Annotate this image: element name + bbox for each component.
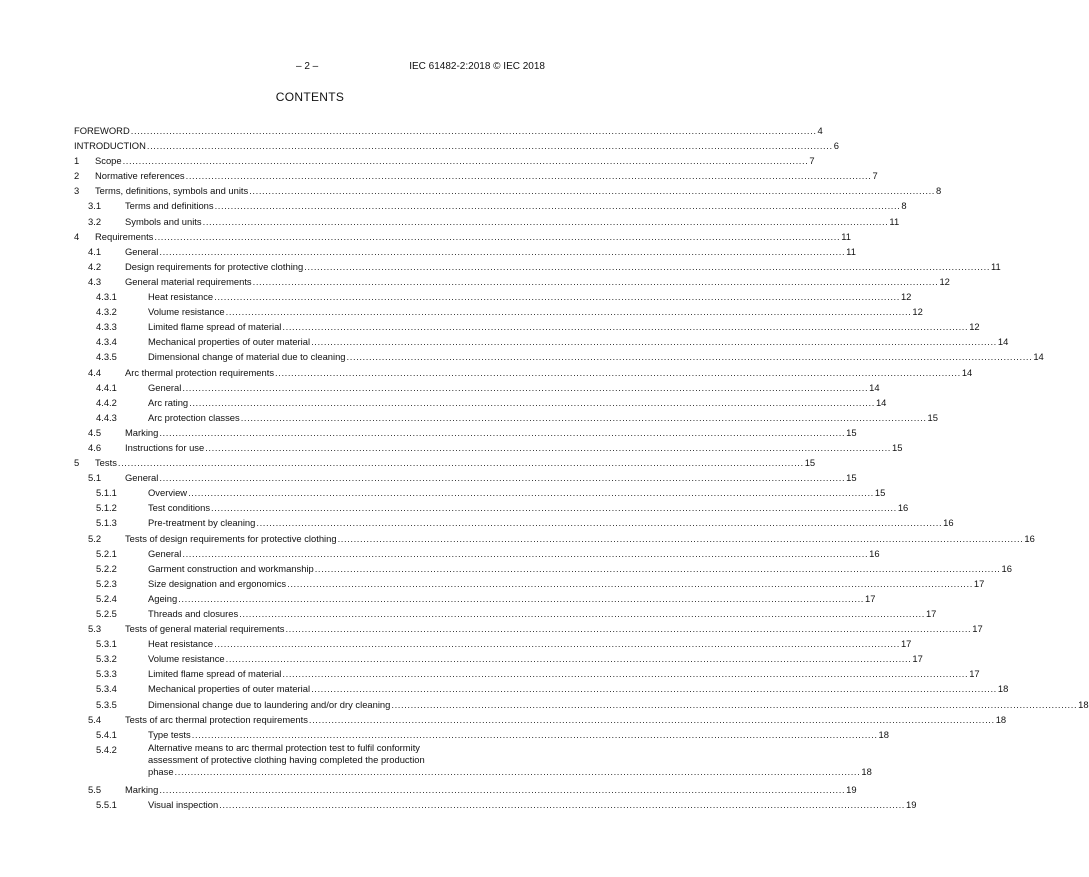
toc-entry-number: 5.2.2 [96,562,117,574]
toc-entry-title: INTRODUCTION [74,140,146,152]
dot-leader [311,681,997,696]
toc-entry-number: 1 [74,155,80,167]
toc-entry[interactable] [74,289,912,304]
toc-entry-number: 4.5 [88,426,102,438]
toc-entry-page: 18 [878,728,889,740]
dot-leader [253,274,939,289]
toc-entry-title: General [148,381,182,393]
toc-entry-page: 18 [995,713,1007,725]
toc-entry-number: 5.2.5 [96,608,117,619]
toc-entry[interactable] [74,782,857,797]
toc-entry-title: Normative references [95,170,185,182]
toc-entry[interactable] [74,123,823,138]
toc-entry[interactable] [74,681,1009,696]
dot-leader [186,168,872,183]
dot-leader [214,289,900,304]
toc-entry-title: FOREWORD [74,125,130,136]
toc-entry-number: 5 [74,457,80,469]
toc-entry[interactable] [74,229,851,244]
toc-entry-page: 17 [969,668,980,680]
toc-entry-page: 12 [912,306,923,318]
toc-entry-number: 4.3.5 [96,351,117,363]
toc-entry-page: 19 [906,798,917,810]
dot-leader [189,395,875,410]
toc-entry-title: Overview [148,487,188,499]
toc-entry-page: 14 [875,396,887,408]
dot-leader [304,259,990,274]
toc-entry-page: 17 [865,592,876,604]
toc-entry[interactable] [74,651,923,666]
dot-leader [118,455,804,470]
toc-entry-title: General [125,245,159,257]
toc-entry-page: 14 [1033,351,1044,363]
toc-entry-page: 12 [969,321,980,333]
toc-entry-number: 4 [74,230,80,242]
toc-entry[interactable] [74,244,856,259]
toc-entry[interactable] [74,797,917,812]
dot-leader [347,349,1033,364]
toc-entry-page: 14 [961,366,973,378]
toc-entry-title: Arc thermal protection requirements [125,366,275,378]
toc-entry-page: 15 [874,487,886,499]
toc-entry-number: 5.4 [88,713,102,725]
toc-entry[interactable] [74,349,1044,364]
toc-entry-title: Garment construction and workmanship [148,562,314,574]
toc-entry-title: Size designation and ergonomics [148,577,287,589]
toc-entry-number: 5.1 [88,472,102,484]
dot-leader [131,123,817,138]
toc-entry-title: Heat resistance [148,291,214,303]
toc-entry-number: 4.3.3 [96,321,117,333]
toc-entry-page: 17 [972,623,983,635]
toc-entry[interactable] [74,440,903,455]
toc-entry[interactable] [74,485,886,500]
toc-entry-number: 4.1 [88,245,102,257]
toc-entry-title: Scope [95,155,122,167]
toc-entry-page: 14 [997,336,1009,348]
toc-entry-number: 5.1.2 [96,502,117,514]
toc-entry-number: 4.6 [88,441,102,453]
toc-entry-number: 4.2 [88,260,102,272]
toc-entry[interactable] [74,470,857,485]
toc-entry-number: 5.3 [88,623,102,635]
toc-entry[interactable] [74,666,980,681]
toc-entry-title: Test conditions [148,502,211,514]
toc-entry-title: General material requirements [125,275,252,287]
toc-entry-page: 18 [861,766,872,778]
toc-entry[interactable] [74,500,909,515]
toc-entry-title: Tests of arc thermal protection requirements [125,713,308,725]
dot-leader [282,319,968,334]
toc-entry-number: 5.1.3 [96,517,117,529]
toc-entry-page: 19 [846,783,857,795]
toc-entry-number: 5.4.1 [96,728,117,740]
toc-entry-number: 4.3.2 [96,306,117,318]
toc-entry-title-line: Alternative means to arc thermal protection test to fulfil conformity [148,741,420,753]
dot-leader [188,485,874,500]
toc-entry-page: 11 [841,230,851,242]
toc-entry-title: Heat resistance [148,638,214,650]
dot-leader [391,697,1077,712]
toc-entry[interactable] [74,365,973,380]
toc-entry-page: 8 [936,185,942,197]
dot-leader [256,515,942,530]
dot-leader [249,183,935,198]
toc-entry[interactable] [74,168,878,183]
dot-leader [175,766,861,779]
page-title: CONTENTS [275,90,345,104]
dot-leader [123,153,809,168]
toc-entry-page: 18 [1078,698,1089,710]
dot-leader [215,198,901,213]
toc-entry-page: 11 [889,215,900,227]
toc-entry[interactable] [74,183,942,198]
toc-entry[interactable] [74,531,1035,546]
toc-entry-number: 5.5 [88,783,102,795]
toc-entry-number: 5.3.1 [96,638,117,650]
toc-entry[interactable] [74,727,889,742]
toc-entry-title: Dimensional change of material due to cleaning [148,351,346,363]
dot-leader [282,666,968,681]
toc-entry-title: Visual inspection [148,798,219,810]
toc-entry-page: 8 [901,200,907,212]
toc-entry[interactable] [74,304,923,319]
dot-leader [309,712,995,727]
dot-leader [159,470,845,485]
dot-leader [226,651,912,666]
dot-leader [203,214,889,229]
toc-entry-page: 16 [897,502,909,514]
toc-entry-title: Instructions for use [125,441,205,453]
dot-leader [226,304,912,319]
toc-entry-page: 15 [927,411,938,423]
toc-entry-number: 5.5.1 [96,798,117,810]
toc-entry-number: 5.3.2 [96,653,117,665]
toc-entry-page: 17 [925,608,937,619]
toc-entry-number: 5.3.5 [96,698,117,710]
toc-entry[interactable] [74,319,980,334]
toc-entry-title: General [148,547,182,559]
toc-entry-title: Tests [95,457,117,469]
toc-entry-title: Volume resistance [148,306,225,318]
toc-entry[interactable] [74,214,900,229]
toc-entry-number: 4.4.2 [96,396,117,408]
dot-leader [315,561,1001,576]
dot-leader [178,591,864,606]
toc-entry-title: Limited flame spread of material [148,668,282,680]
toc-entry[interactable] [74,561,1012,576]
toc-entry-number: 5.2.1 [96,547,117,559]
toc-entry-page: 16 [1024,532,1035,544]
toc-entry-page: 7 [872,170,878,182]
toc-entry[interactable] [74,606,937,621]
dot-leader [154,229,840,244]
toc-entry[interactable] [74,591,876,606]
toc-entry-number: 3.1 [88,200,102,212]
toc-entry[interactable] [74,138,839,153]
dot-leader [182,546,868,561]
toc-entry-page: 7 [809,155,815,167]
dot-leader [287,576,973,591]
toc-entry-title: Marking [125,426,159,438]
toc-entry[interactable] [74,697,1089,712]
standard-reference: IEC 61482-2:2018 © IEC 2018 [409,61,545,72]
toc-entry-number: 4.3.4 [96,336,117,348]
toc-entry-number: 5.2 [88,532,102,544]
dot-leader [214,636,900,651]
toc-entry-number: 3.2 [88,215,102,227]
toc-entry-number: 2 [74,170,80,182]
dot-leader [159,244,845,259]
toc-entry-page: 15 [892,441,903,453]
toc-entry-title: Terms, definitions, symbols and units [95,185,249,197]
toc-entry-number: 4.4 [88,366,102,378]
toc-entry[interactable] [74,198,907,213]
table-of-contents [74,123,1089,812]
dot-leader [239,606,925,621]
toc-entry-title: Mechanical properties of outer material [148,336,311,348]
toc-entry-title: Requirements [95,230,154,242]
toc-entry[interactable] [74,455,816,470]
toc-entry-title: Dimensional change due to laundering and/or dry cleaning [148,698,391,710]
toc-entry-title: Ageing [148,592,178,604]
toc-entry-title: Tests of general material requirements [125,623,285,635]
toc-entry-page: 12 [900,291,912,303]
toc-entry[interactable] [74,259,1001,274]
toc-entry-page: 15 [846,426,857,438]
toc-entry-title: General [125,472,159,484]
toc-entry-page: 14 [869,381,880,393]
toc-entry[interactable] [74,636,912,651]
toc-entry-number: 5.3.4 [96,683,117,695]
dot-leader [192,727,878,742]
dot-leader [159,782,845,797]
dot-leader [275,365,961,380]
toc-entry-page: 11 [991,260,1001,272]
dot-leader [311,334,997,349]
toc-entry-title: Type tests [148,728,191,740]
toc-entry[interactable] [74,395,887,410]
dot-leader [159,425,845,440]
toc-entry-title: Arc protection classes [148,411,240,423]
toc-entry-number: 3 [74,185,80,197]
toc-entry-page: 16 [943,517,954,529]
toc-entry-number: 5.2.3 [96,577,117,589]
toc-entry[interactable] [74,425,857,440]
toc-entry-title: Design requirements for protective clothing [125,260,304,272]
toc-entry-page: 16 [869,547,880,559]
toc-entry[interactable] [74,334,1009,349]
toc-entry-page: 18 [997,683,1009,695]
toc-entry-page: 17 [973,577,985,589]
toc-entry-number: 5.3.3 [96,668,117,680]
dot-leader [182,380,868,395]
toc-entry-number: 5.1.1 [96,487,117,499]
toc-entry-title: Threads and closures [148,608,239,619]
toc-entry[interactable] [74,380,880,395]
dot-leader [147,138,833,153]
toc-entry-title: Volume resistance [148,653,225,665]
toc-entry[interactable] [74,153,815,168]
toc-entry[interactable] [74,621,983,636]
toc-entry-page: 15 [804,457,816,469]
dot-leader [338,531,1024,546]
toc-entry-page: 16 [1001,562,1012,574]
toc-entry[interactable] [74,515,954,530]
dot-leader [241,410,927,425]
toc-entry[interactable] [74,741,872,782]
toc-entry-page: 6 [833,140,839,152]
toc-entry-page: 17 [912,653,923,665]
toc-entry[interactable] [74,712,1007,727]
dot-leader [219,797,905,812]
toc-entry-page: 15 [846,472,857,484]
dot-leader [285,621,971,636]
toc-entry-number: 4.3.1 [96,291,117,303]
toc-entry-title: Marking [125,783,159,795]
toc-entry-page: 12 [939,275,950,287]
toc-entry-number: 5.2.4 [96,592,117,604]
toc-entry-number: 4.4.3 [96,411,117,423]
toc-entry-number: 5.4.2 [96,743,117,755]
toc-entry-title-line: phase [148,766,174,778]
toc-entry-title: Tests of design requirements for protective clothing [125,532,337,544]
toc-entry[interactable] [74,546,880,561]
page-number: – 2 – [296,61,319,72]
toc-entry[interactable] [74,576,985,591]
dot-leader [211,500,897,515]
toc-entry-title-line: assessment of protective clothing having completed the production [148,754,425,766]
toc-entry[interactable] [74,274,950,289]
toc-entry-title: Terms and definitions [125,200,214,212]
dot-leader [205,440,891,455]
toc-entry-title: Pre-treatment by cleaning [148,517,256,529]
toc-entry-number: 4.3 [88,275,102,287]
toc-entry-page: 11 [846,245,856,257]
toc-entry-title: Limited flame spread of material [148,321,282,333]
toc-entry-title: Arc rating [148,396,189,408]
toc-entry-title: Mechanical properties of outer material [148,683,311,695]
toc-entry-number: 4.4.1 [96,381,117,393]
toc-entry-page: 17 [900,638,912,650]
toc-entry-title: Symbols and units [125,215,202,227]
toc-entry-page: 4 [817,125,823,136]
toc-entry[interactable] [74,410,938,425]
